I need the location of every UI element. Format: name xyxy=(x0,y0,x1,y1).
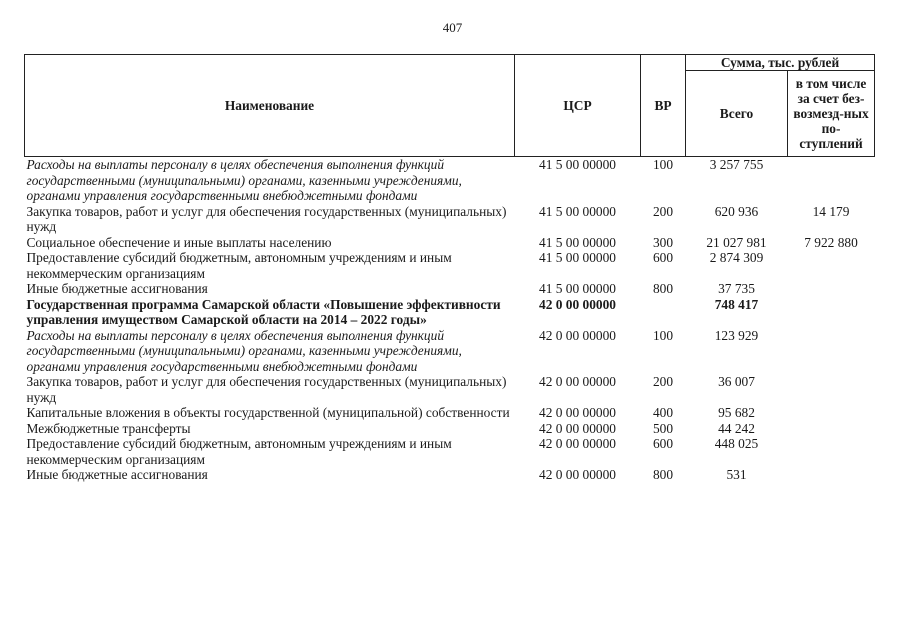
row-vr: 100 xyxy=(652,327,674,343)
row-csr: 41 5 00 00000 xyxy=(539,203,616,219)
row-grant: 14 179 xyxy=(812,203,850,219)
table-row xyxy=(25,281,875,297)
table-row-program xyxy=(25,297,875,328)
row-name: Расходы на выплаты персоналу в целях обеспечения выполнения функций государственными (муниципальными) органами, казенными учреждениями, органами управления государственными внебюджетными фондами xyxy=(26,327,462,374)
table-row xyxy=(25,405,875,421)
row-grant xyxy=(788,157,875,204)
row-csr: 42 0 00 00000 xyxy=(539,467,616,482)
budget-table xyxy=(24,54,875,483)
header-sum-group: Сумма, тыс. рублей xyxy=(686,55,875,71)
row-csr: 42 0 00 00000 xyxy=(539,296,616,312)
row-total: 748 417 xyxy=(714,296,759,312)
row-name: Расходы на выплаты персоналу в целях обеспечения выполнения функций государственными (муниципальными) органами, казенными учреждениями, органами управления государственными внебюджетными фондами xyxy=(26,157,462,203)
row-name: Иные бюджетные ассигнования xyxy=(26,467,208,482)
row-total: 36 007 xyxy=(718,374,755,389)
row-csr: 41 5 00 00000 xyxy=(539,250,616,265)
table-row xyxy=(25,467,875,483)
row-grant xyxy=(788,297,875,328)
row-vr: 200 xyxy=(652,203,674,219)
table-header xyxy=(25,55,875,157)
row-grant xyxy=(788,467,875,483)
row-name: Иные бюджетные ассигнования xyxy=(26,281,208,296)
row-csr: 42 0 00 00000 xyxy=(539,420,616,436)
row-total: 448 025 xyxy=(714,436,759,451)
header-csr: ЦСР xyxy=(515,55,641,157)
row-csr: 42 0 00 00000 xyxy=(539,436,616,451)
row-csr: 42 0 00 00000 xyxy=(539,374,616,389)
row-name: Государственная программа Самарской области «Повышение эффективности управления имуществом Самарской области на 2014 – 2022 годы» xyxy=(26,296,501,327)
table-row xyxy=(25,328,875,375)
table-row xyxy=(25,204,875,235)
header-total: Всего xyxy=(686,71,788,157)
row-total: 3 257 755 xyxy=(709,157,764,172)
row-vr: 100 xyxy=(652,157,674,172)
row-grant xyxy=(788,421,875,437)
table-row xyxy=(25,157,875,204)
row-name: Предоставление субсидий бюджетным, автономным учреждениям и иным некоммерческим организациям xyxy=(26,250,452,281)
row-total: 37 735 xyxy=(718,281,755,296)
row-csr: 41 5 00 00000 xyxy=(539,281,616,296)
table-body xyxy=(25,157,875,483)
row-grant: 7 922 880 xyxy=(804,234,858,250)
row-name: Закупка товаров, работ и услуг для обеспечения государственных (муниципальных) нужд xyxy=(26,203,507,234)
row-total: 620 936 xyxy=(714,203,759,219)
table-row xyxy=(25,235,875,251)
row-vr: 500 xyxy=(652,420,674,436)
header-vr: ВР xyxy=(641,55,686,157)
table-row xyxy=(25,436,875,467)
row-grant xyxy=(788,250,875,281)
row-grant xyxy=(788,405,875,421)
row-name: Капитальные вложения в объекты государственной (муниципальной) собственности xyxy=(26,405,510,420)
row-csr: 42 0 00 00000 xyxy=(539,327,616,343)
table-row xyxy=(25,421,875,437)
row-total: 95 682 xyxy=(718,405,755,420)
row-name: Предоставление субсидий бюджетным, автономным учреждениям и иным некоммерческим организациям xyxy=(26,436,452,467)
row-name: Социальное обеспечение и иные выплаты населению xyxy=(26,234,332,250)
header-grant: в том числе за счет без-возмезд-ных по-ступлений xyxy=(788,71,875,157)
row-vr: 600 xyxy=(652,250,674,265)
row-csr: 41 5 00 00000 xyxy=(539,234,616,250)
row-name: Закупка товаров, работ и услуг для обеспечения государственных (муниципальных) нужд xyxy=(26,374,507,405)
row-vr xyxy=(641,297,686,328)
row-grant xyxy=(788,374,875,405)
row-csr: 41 5 00 00000 xyxy=(539,157,616,172)
row-vr: 600 xyxy=(652,436,674,451)
row-vr: 800 xyxy=(652,467,674,482)
row-total: 2 874 309 xyxy=(709,250,764,265)
row-total: 21 027 981 xyxy=(706,234,767,250)
row-vr: 400 xyxy=(652,405,674,420)
page-number: 407 xyxy=(442,20,463,35)
row-grant xyxy=(788,436,875,467)
row-csr: 42 0 00 00000 xyxy=(539,405,616,420)
row-total: 531 xyxy=(726,467,747,482)
table-row xyxy=(25,374,875,405)
row-name: Межбюджетные трансферты xyxy=(26,420,191,436)
row-vr: 800 xyxy=(652,281,674,296)
row-grant xyxy=(788,281,875,297)
row-grant xyxy=(788,328,875,375)
row-vr: 300 xyxy=(652,234,674,250)
row-total: 44 242 xyxy=(718,420,755,436)
table-row xyxy=(25,250,875,281)
row-vr: 200 xyxy=(652,374,674,389)
row-total: 123 929 xyxy=(714,327,759,343)
header-name: Наименование xyxy=(25,55,515,157)
